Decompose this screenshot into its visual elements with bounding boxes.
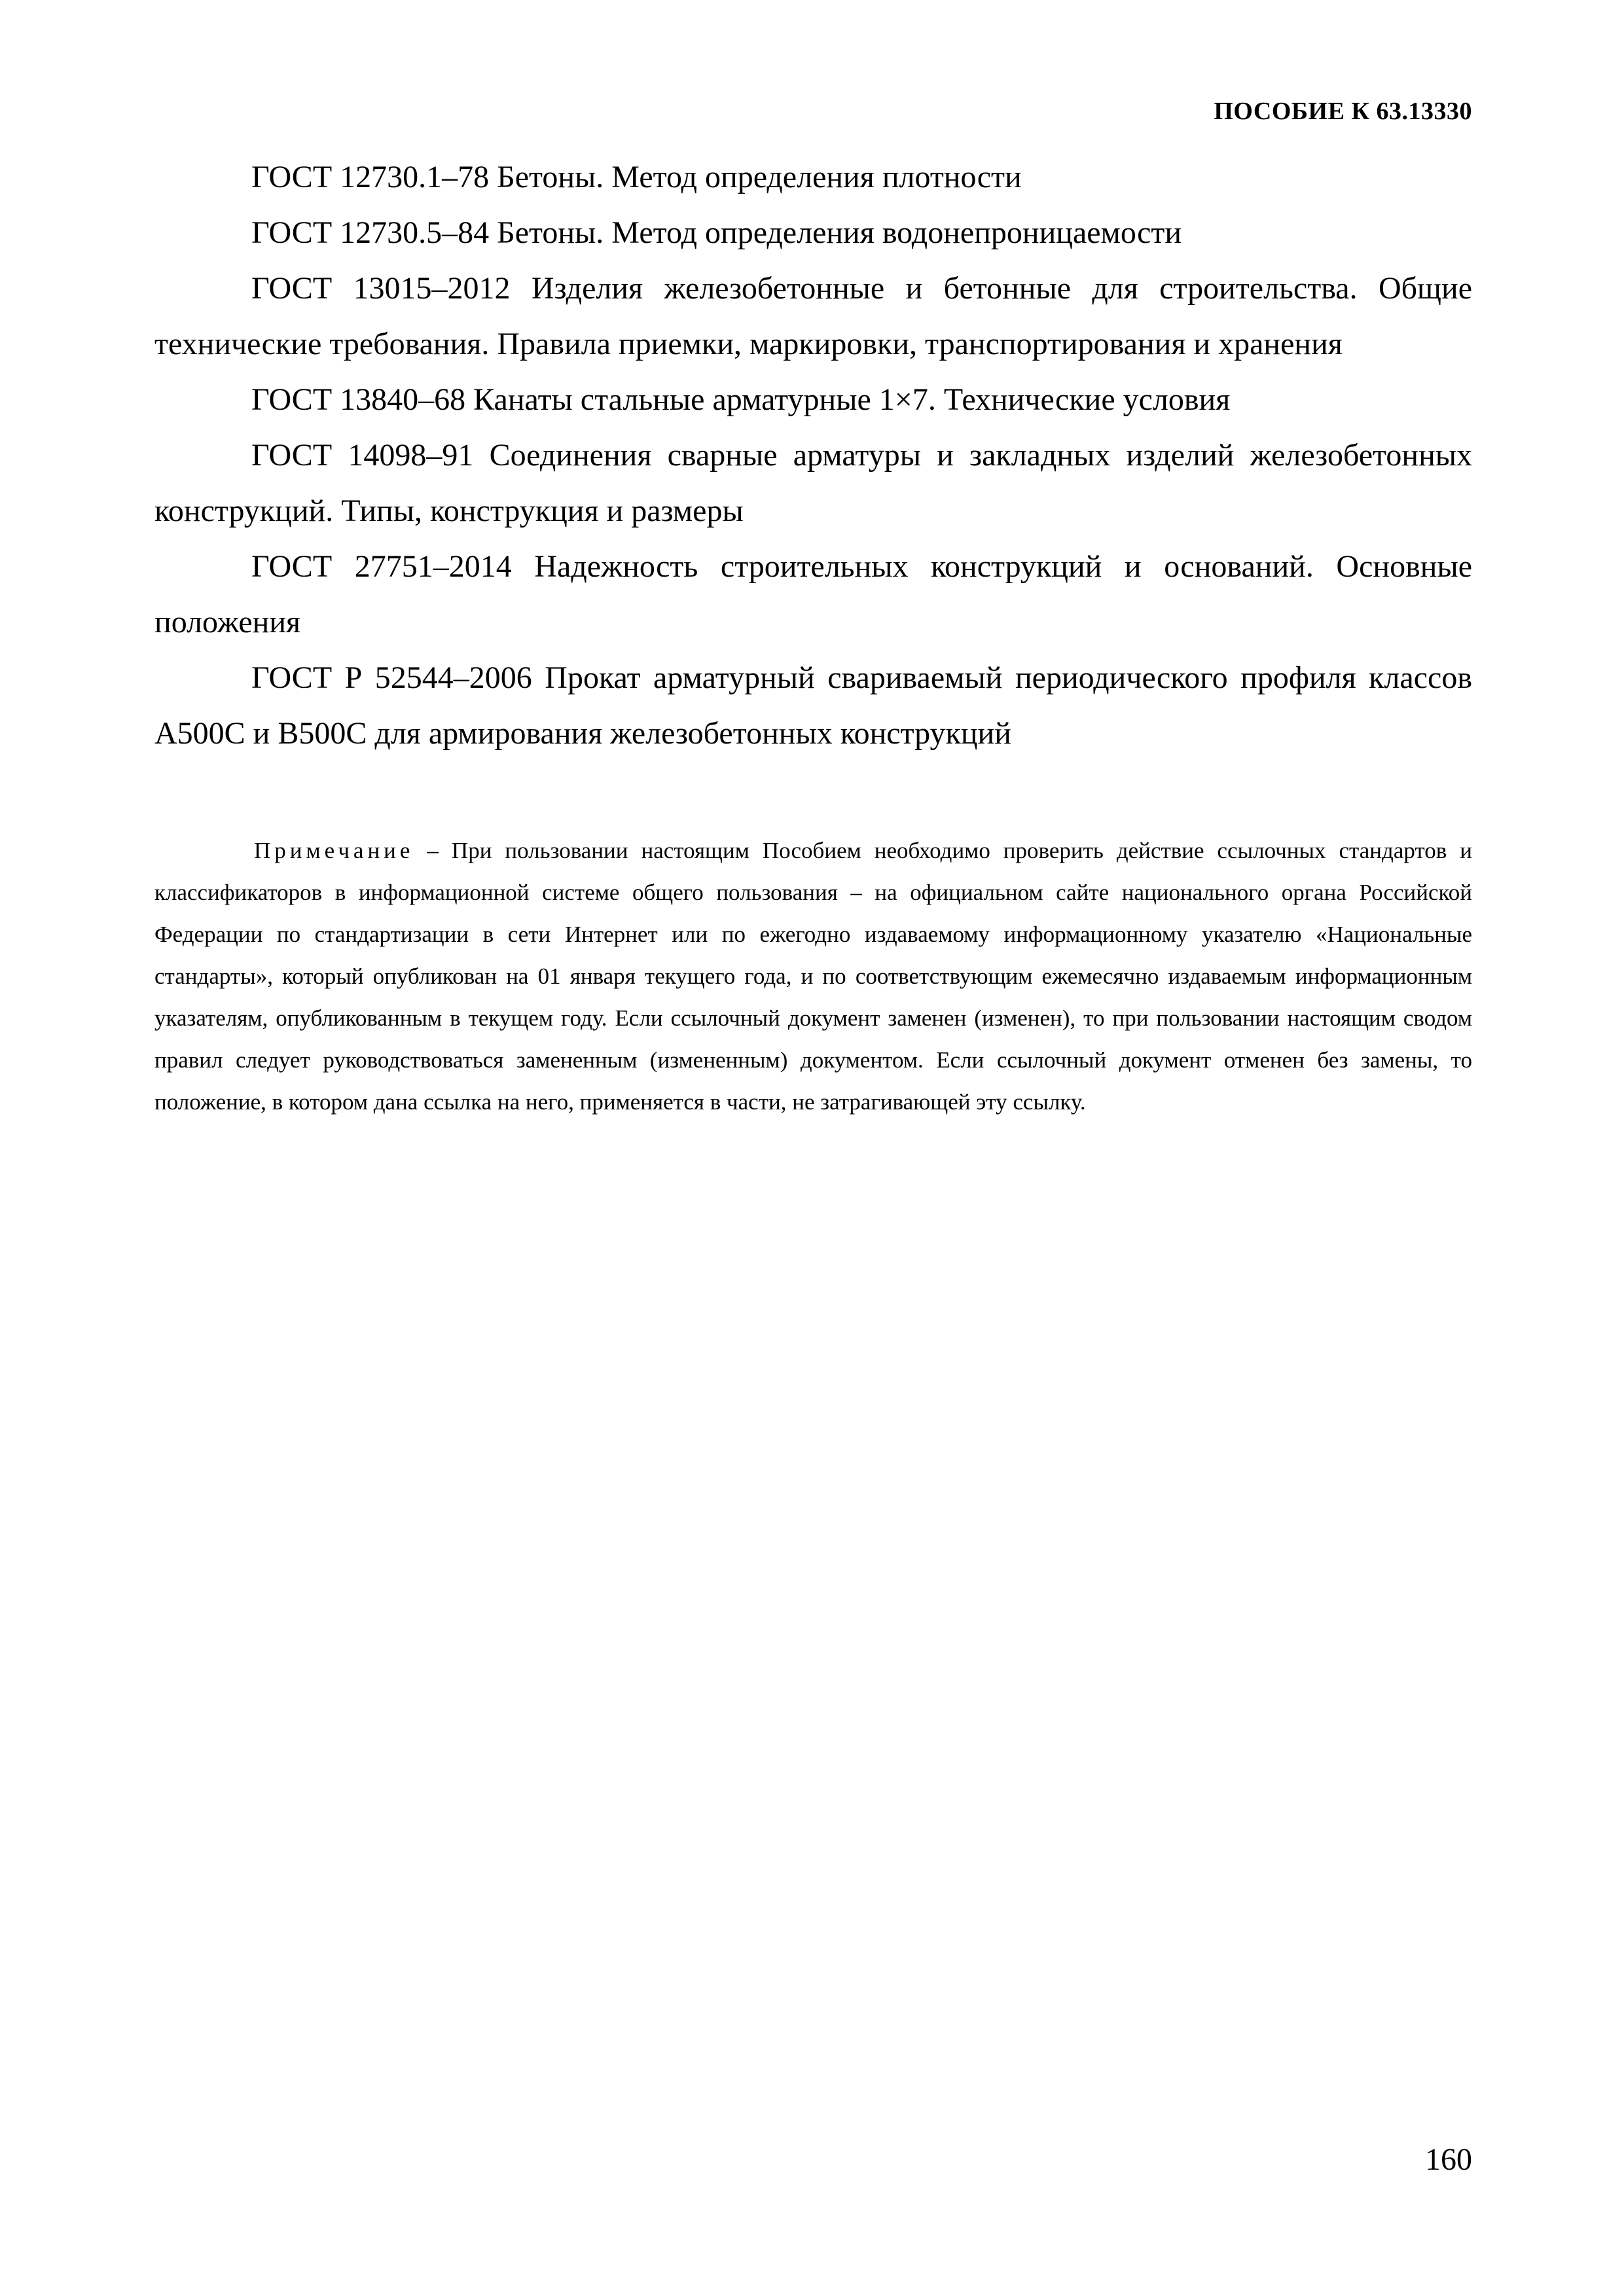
note-text: – При пользовании настоящим Пособием необходимо проверить действие ссылочных стандартов и классификаторов в информационной системе общего пользования – на официальном сайте национального органа Российской Федерации по стандартизации в сети Интернет или по ежегодно издаваемому информационному указателю «Национальные стандарты», который опубликован на 01 января текущего года, и по соответствующим ежемесячно издаваемым информационным указателям, опубликованным в текущем году. Если ссылочный документ заменен (изменен), то при пользовании настоящим сводом правил следует руководствоваться замененным (измененным) документом. Если ссылочный документ отменен без замены, то положение, в котором дана ссылка на него, применяется в части, не затрагивающей эту ссылку. [154,838,1472,1115]
note-paragraph [154,830,1472,1123]
reference-item: ГОСТ 27751–2014 Надежность строительных конструкций и оснований. Основные положения [154,549,1472,639]
references-list [154,149,1472,761]
reference-item: ГОСТ 13840–68 Канаты стальные арматурные 1×7. Технические условия [251,382,1231,417]
note-label: Примечание [254,838,414,863]
reference-item: ГОСТ 13015–2012 Изделия железобетонные и бетонные для строительства. Общие технические требования. Правила приемки, маркировки, транспортирования и хранения [154,271,1472,361]
document-header: ПОСОБИЕ К 63.13330 [1214,98,1472,125]
reference-item: ГОСТ 12730.5–84 Бетоны. Метод определения водонепроницаемости [251,215,1182,250]
reference-item: ГОСТ 14098–91 Соединения сварные арматуры и закладных изделий железобетонных конструкций. Типы, конструкция и размеры [154,438,1472,528]
reference-item: ГОСТ Р 52544–2006 Прокат арматурный свариваемый периодического профиля классов А500С и В500С для армирования железобетонных конструкций [154,660,1472,751]
reference-item: ГОСТ 12730.1–78 Бетоны. Метод определения плотности [251,160,1022,194]
page-number: 160 [1425,2142,1472,2177]
